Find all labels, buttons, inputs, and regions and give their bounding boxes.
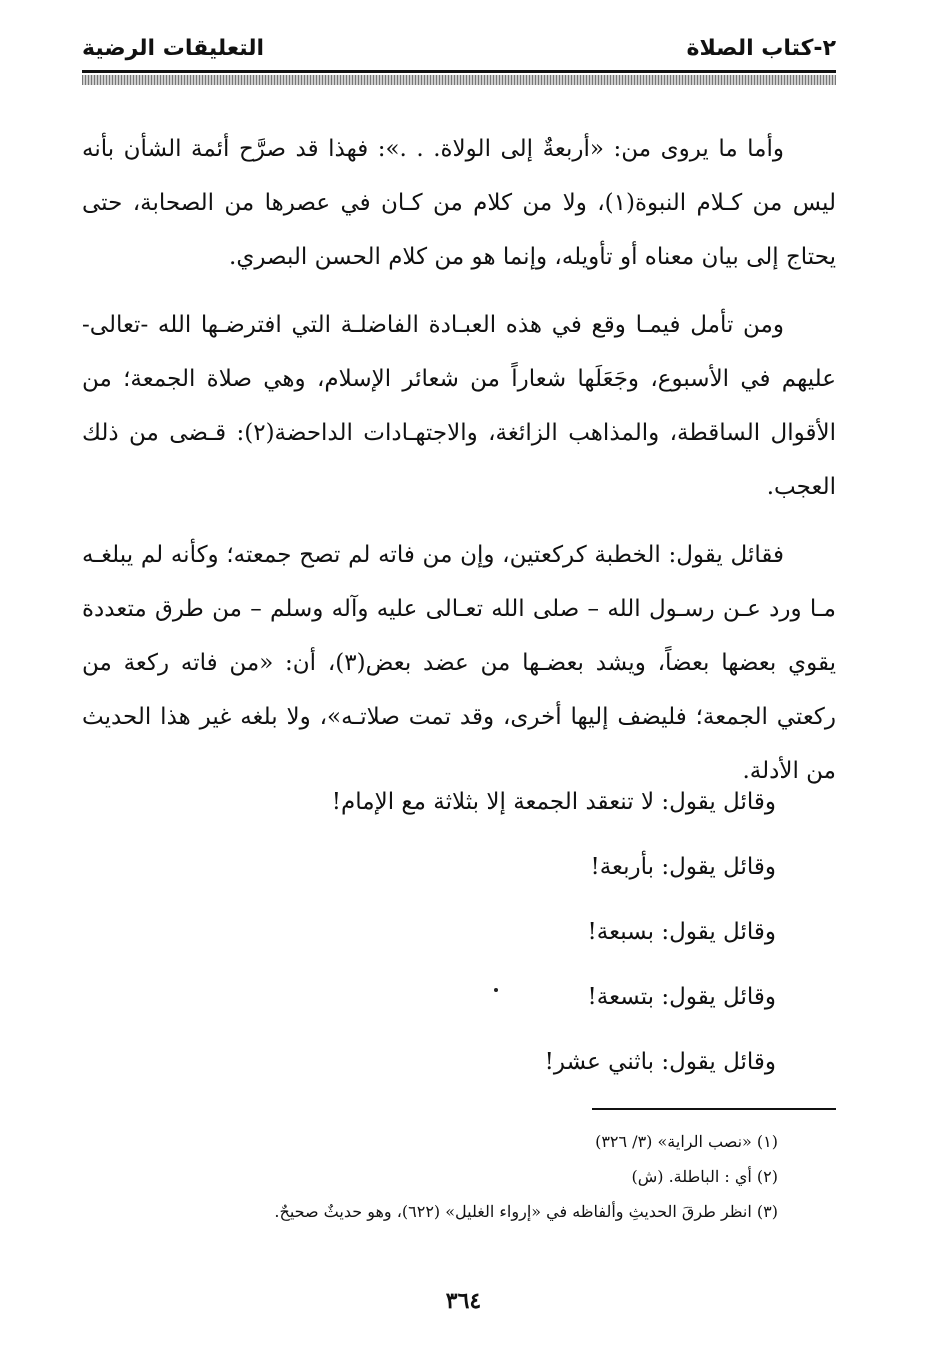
running-header: [82, 36, 836, 70]
saying-line: وقائل يقول: بأربعة!: [590, 854, 776, 880]
saying-line: وقائل يقول: باثني عشر!: [544, 1049, 776, 1075]
footnotes: [82, 1124, 836, 1229]
paragraph-3: فقائل يقول: الخطبة كركعتين، وإن من فاته لم تصح جمعته؛ وكأنه لم يبلغـه مـا ورد عـن رسـول الله – صلى الله تعـالى عليه وآله وسلم – من طرق متعددة يقوي بعضها بعضاً، ويشد بعضـها من عضد بعض(٣)، أن: «من فاته ركعة من ركعتي الجمعة؛ فليضف إليها أخرى، وقد تمت صلاتـه»، ولا بلغه غير هذا الحديث من الأدلة.: [82, 542, 836, 784]
footnote-2: (٢) أي : الباطلة. (ش): [631, 1167, 778, 1186]
footnote-1: (١) «نصب الراية» (٣/ ٣٢٦): [595, 1132, 778, 1151]
saying-line: وقائل يقول: بتسعة!: [587, 984, 776, 1010]
sayings-list: [82, 770, 836, 1095]
main-text: [82, 122, 836, 798]
header-rule: [82, 70, 836, 73]
footnote-separator: [592, 1108, 836, 1110]
saying-line: وقائل يقول: بسبعة!: [587, 919, 776, 945]
footnote-3: (٣) انظر طرقَ الحديثِ وألفاظه في «إرواء الغليل» (٦٢٢)، وهو حديثٌ صحيحٌ.: [274, 1202, 778, 1221]
chapter-title: ٢-كتاب الصلاة: [686, 36, 836, 61]
paragraph-1: وأما ما يروى من: «أربعةٌ إلى الولاة. . .»: فهذا قد صرَّح أئمة الشأن بأنه ليس من كـلام النبوة(١)، ولا من كلام من كـان في عصرها من الصحابة، حتى يحتاج إلى بيان معناه أو تأويله، وإنما هو من كلام الحسن البصري.: [82, 136, 836, 270]
saying-line: وقائل يقول: لا تنعقد الجمعة إلا بثلاثة مع الإمام!: [331, 789, 776, 815]
book-title: التعليقات الرضية: [82, 36, 265, 61]
stray-dot: [494, 988, 498, 992]
header-hatched-rule: [82, 75, 836, 85]
paragraph-2: ومن تأمل فيمـا وقع في هذه العبـادة الفاضلـة التي افترضـها الله -تعالى- عليهم في الأسبوع، وجَعَلَها شعاراً من شعائر الإسلام، وهي صلاة الجمعة؛ من الأقوال الساقطة، والمذاهب الزائغة، والاجتهـادات الداحضة(٢): قـضى من ذلك العجب.: [82, 312, 836, 500]
page-number: ٣٦٤: [445, 1288, 482, 1314]
